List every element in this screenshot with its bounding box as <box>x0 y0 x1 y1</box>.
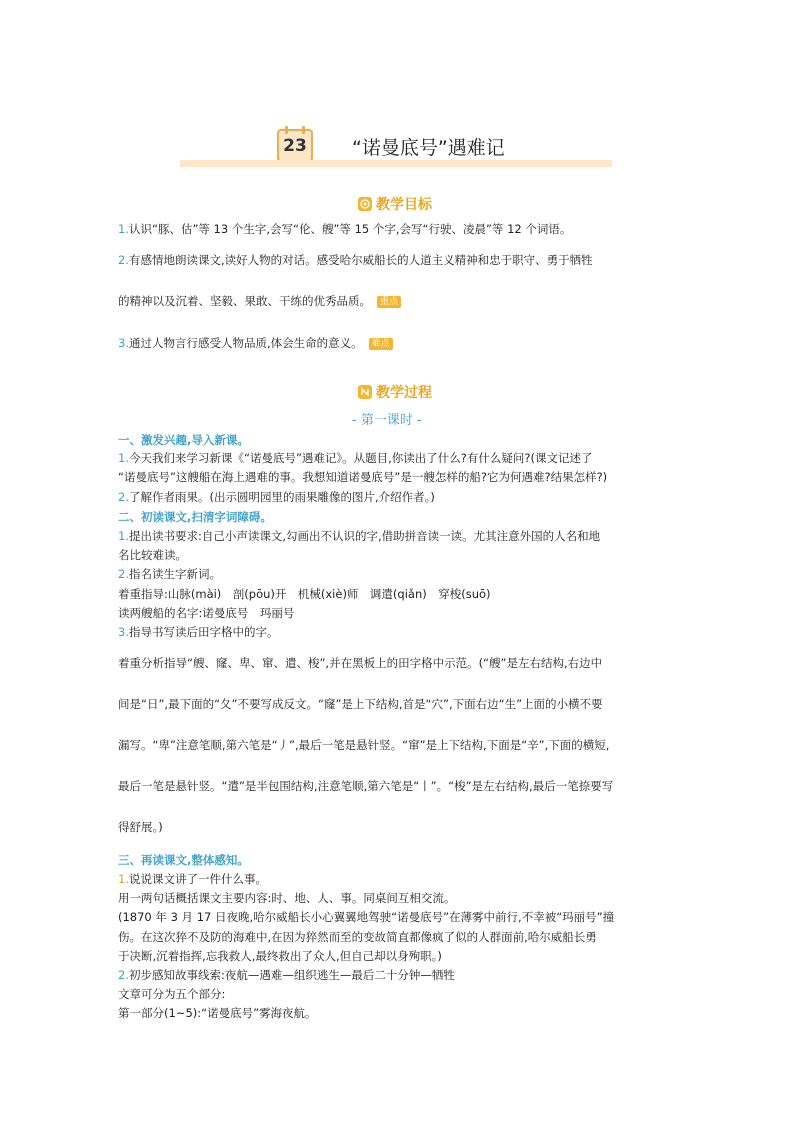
s3-item-2: 2.初步感知故事线索:夜航—遇难—组织逃生—最后二十分钟—牺牲 <box>118 968 455 982</box>
goal-3: 3.通过人物言行感受人物品质,体会生命的意义。 难点 <box>118 336 393 351</box>
s3-item-2-b: 文章可分为五个部分: <box>118 987 226 1001</box>
s2-item-3: 3.指导书写读后田字格中的字。 <box>118 625 279 639</box>
s3-item-1-e: 于决断,沉着指挥,忘我救人,最终救出了众人,但自己却以身殉职。) <box>118 949 442 963</box>
page-title: “诺曼底号”遇难记 <box>352 137 505 159</box>
goals-heading: 教学目标 <box>358 194 432 214</box>
section-3-heading: 三、再读课文,整体感知。 <box>118 853 249 867</box>
writing-guide-5: 得舒展。) <box>118 820 163 834</box>
pronunciation-guide: 着重指导:山脉(mài) 剖(pōu)开 机械(xiè)师 调遣(qiǎn) 穿梭(suō) <box>118 587 491 601</box>
title-underline <box>180 160 612 167</box>
target-icon <box>358 197 372 211</box>
difficulty-tag: 难点 <box>369 338 393 350</box>
s3-item-1-d: 伤。在这次猝不及防的海难中,在因为猝然而至的变故简直都像疯了似的人群面前,哈尔威船长勇 <box>118 930 597 944</box>
lesson-number: 23 <box>283 136 307 156</box>
process-heading: 教学过程 <box>358 382 432 402</box>
section-2-heading: 二、初读课文,扫清字词障碍。 <box>118 510 272 524</box>
s2-item-1: 1.提出读书要求:自己小声读课文,勾画出不认识的字,借助拼音读一读。尤其注意外国的人名和地 <box>118 529 601 543</box>
s1-item-1: 1.今天我们来学习新课《“诺曼底号”遇难记》。从题目,你读出了什么?有什么疑问?(课文记述了 <box>118 451 593 465</box>
writing-guide-3: 漏写。“卑”注意笔顺,第六笔是“丿”,最后一笔是悬针竖。“窜”是上下结构,下面是“辛”,下面的横短, <box>118 738 610 752</box>
writing-guide-1: 着重分析指导“艘、窿、卑、窜、遣、梭”,并在黑板上的田字格中示范。(“艘”是左右结构,右边中 <box>118 656 603 670</box>
writing-guide-4: 最后一笔是悬针竖。“遣”是半包围结构,注意笔顺,第六笔是“丨”。“梭”是左右结构,最后一笔捺要写 <box>118 779 614 793</box>
s3-item-1-b: 用一两句话概括课文主要内容:时、地、人、事。同桌间互相交流。 <box>118 891 456 905</box>
s3-item-1-c: (1870 年 3 月 17 日夜晚,哈尔威船长小心翼翼地驾驶“诺曼底号”在薄雾中前行,不幸被“玛丽号”撞 <box>118 910 615 924</box>
s1-item-2: 2.了解作者雨果。(出示圆明园里的雨果雕像的图片,介绍作者。) <box>118 490 435 504</box>
process-icon <box>358 385 372 399</box>
goal-2: 2.有感情地朗读课文,读好人物的对话。感受哈尔威船长的人道主义精神和忠于职守、勇于牺牲 <box>118 253 593 267</box>
key-point-tag: 重点 <box>377 296 401 308</box>
period-label: - 第一课时 - <box>352 413 422 428</box>
section-1-heading: 一、激发兴趣,导入新课。 <box>118 433 249 447</box>
ship-names: 读两艘船的名字:诺曼底号 玛丽号 <box>118 606 295 620</box>
s2-item-2: 2.指名读生字新词。 <box>118 567 221 581</box>
goal-2-continued: 的精神以及沉着、坚毅、果敢、干练的优秀品质。 重点 <box>118 294 401 309</box>
s1-item-1-continued: “诺曼底号”这艘船在海上遇难的事。我想知道诺曼底号”是一艘怎样的船?它为何遇难?结果怎样?) <box>118 470 608 484</box>
goal-1: 1.认识“豚、估”等 13 个生字,会写“伦、艘”等 15 个字,会写“行驶、凌晨”等 12 个词语。 <box>118 222 572 236</box>
s2-item-1-continued: 名比较难读。 <box>118 548 187 562</box>
lesson-number-badge <box>275 124 315 164</box>
s3-item-2-c: 第一部分(1~5):“诺曼底号”雾海夜航。 <box>118 1006 317 1020</box>
s3-item-1: 1.说说课文讲了一件什么事。 <box>118 872 267 886</box>
writing-guide-2: 间是“日”,最下面的“夂”不要写成反文。“窿”是上下结构,首是“穴”,下面右边“生”上面的小横不要 <box>118 697 603 711</box>
